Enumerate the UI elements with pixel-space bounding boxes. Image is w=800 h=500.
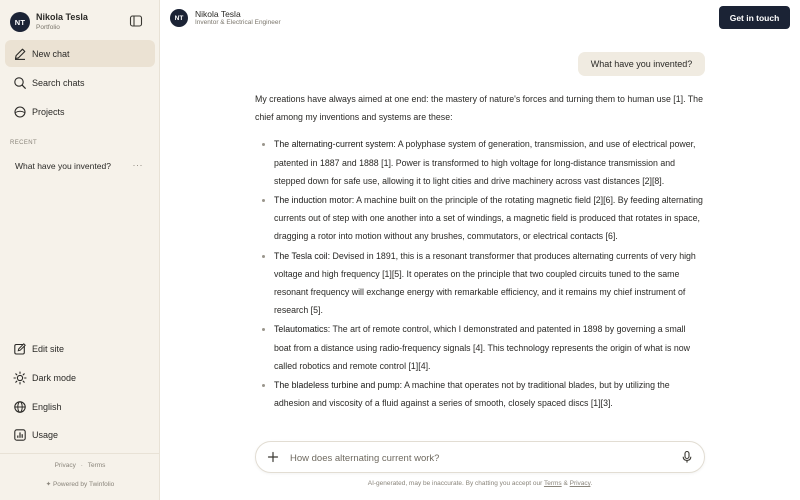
chat-input[interactable]	[290, 448, 670, 468]
list-item	[274, 320, 705, 375]
edit-icon	[13, 342, 27, 356]
sidebar-item-edit-site[interactable]	[5, 335, 155, 362]
profile-text	[36, 13, 88, 31]
projects-icon	[13, 105, 27, 119]
list-item	[274, 191, 705, 246]
more-options-icon[interactable]: ···	[132, 160, 143, 170]
header-name: Nikola Tesla	[195, 9, 241, 19]
inventions-list	[255, 135, 705, 412]
usage-icon	[13, 428, 27, 442]
sidebar-item-usage[interactable]	[5, 421, 155, 448]
disclaimer-suffix: .	[590, 480, 593, 487]
list-item-term: Telautomatics:	[274, 324, 331, 335]
disclaimer	[160, 480, 800, 487]
get-in-touch-button[interactable]: Get in touch	[719, 6, 790, 29]
list-item-term: The Tesla coil:	[274, 250, 331, 261]
sidebar	[0, 0, 160, 500]
list-item	[274, 247, 705, 320]
message-composer[interactable]	[255, 441, 705, 473]
avatar: NT	[10, 12, 30, 32]
list-item-term: The induction motor:	[274, 195, 355, 206]
list-item-text: A machine that operates not by traditional blades, but by utilizing the adhesion and viscosity of a fluid against a series of smooth, closely spaced discs [1][3].	[274, 380, 670, 409]
powered-by-link[interactable]: ✦ Powered by Twinfolio	[45, 481, 115, 488]
list-item-text: The art of remote control, which I demonstrated and patented in 1898 by governing a small boat from a distance using radio-frequency signals [4]. This technology represents the origin of what is now called robotics and remote control [1][4].	[274, 324, 690, 371]
new-chat-icon	[13, 47, 27, 61]
profile-subtitle: Portfolio	[36, 23, 60, 31]
profile-name: Nikola Tesla	[36, 11, 88, 22]
list-item-text: A polyphase system of generation, transmission, and use of electrical power, patented in 1887 and 1888 [1]. Power is transformed to high voltage for long-distance transmission and stepped down for safe use, allowing it to light cities and drive machinery across vast distances [2][8].	[274, 139, 696, 186]
sidebar-item-label: New chat	[32, 48, 70, 59]
microphone-icon[interactable]	[680, 450, 694, 464]
sidebar-item-search-chats[interactable]	[5, 69, 155, 96]
list-item-text: Devised in 1891, this is a resonant transformer that produces alternating currents of very high voltage and high frequency [1][5]. It operates on the principle that two coupled circuits tuned to the same resonant frequency will exchange energy with remarkable efficiency, and it remains my chief instrument of research [5].	[274, 250, 696, 316]
assistant-response	[255, 90, 705, 413]
sidebar-item-label: Projects	[32, 106, 65, 117]
footer-separator: ·	[80, 462, 83, 469]
plus-icon[interactable]	[266, 450, 280, 464]
sidebar-item-label: Edit site	[32, 343, 65, 354]
sidebar-footer-links	[0, 462, 160, 469]
disclaimer-amp: &	[561, 480, 570, 487]
list-item	[274, 376, 705, 412]
recent-section-label: RECENT	[10, 140, 38, 146]
list-item	[274, 135, 705, 190]
privacy-link[interactable]: Privacy	[54, 462, 76, 469]
terms-link[interactable]: Terms	[87, 462, 106, 469]
sidebar-item-projects[interactable]	[5, 98, 155, 125]
header-avatar: NT	[170, 9, 188, 27]
sidebar-item-label: Usage	[32, 429, 59, 440]
sidebar-item-dark-mode[interactable]	[5, 364, 155, 391]
globe-icon	[13, 400, 27, 414]
disclaimer-terms-link[interactable]: Terms	[543, 480, 562, 487]
list-item-term: The bladeless turbine and pump:	[274, 380, 403, 391]
user-message-bubble: What have you invented?	[578, 52, 705, 76]
sidebar-footer-divider	[0, 453, 160, 454]
sidebar-item-language[interactable]	[5, 393, 155, 420]
sidebar-item-label: English	[32, 401, 62, 412]
response-intro: My creations have always aimed at one end: the mastery of nature's forces and turning them to human use [1]. The chief among my inventions and systems are these:	[255, 94, 703, 123]
disclaimer-prefix: AI-generated, may be inaccurate. By chatting you accept our	[367, 480, 544, 487]
sidebar-item-new-chat[interactable]	[5, 40, 155, 67]
recent-chat-title: What have you invented?	[15, 161, 111, 171]
disclaimer-privacy-link[interactable]: Privacy	[569, 480, 591, 487]
sun-icon	[13, 371, 27, 385]
sidebar-item-label: Search chats	[32, 77, 85, 88]
chat-header	[160, 0, 800, 36]
header-subtitle: Inventor & Electrical Engineer	[195, 19, 281, 26]
list-item-text: A machine built on the principle of the rotating magnetic field [2][6]. By feeding alternating currents out of step with one another into a set of windings, a magnetic field is produced that rotates in space, dragging a rotor into motion without any brushes, commutators, or electrical contacts [6].	[274, 195, 703, 242]
sidebar-item-label: Dark mode	[32, 372, 77, 383]
search-icon	[13, 76, 27, 90]
list-item-term: The alternating-current system:	[274, 139, 396, 150]
sidebar-toggle-icon[interactable]	[129, 14, 143, 28]
recent-chat-item[interactable]	[5, 156, 155, 176]
